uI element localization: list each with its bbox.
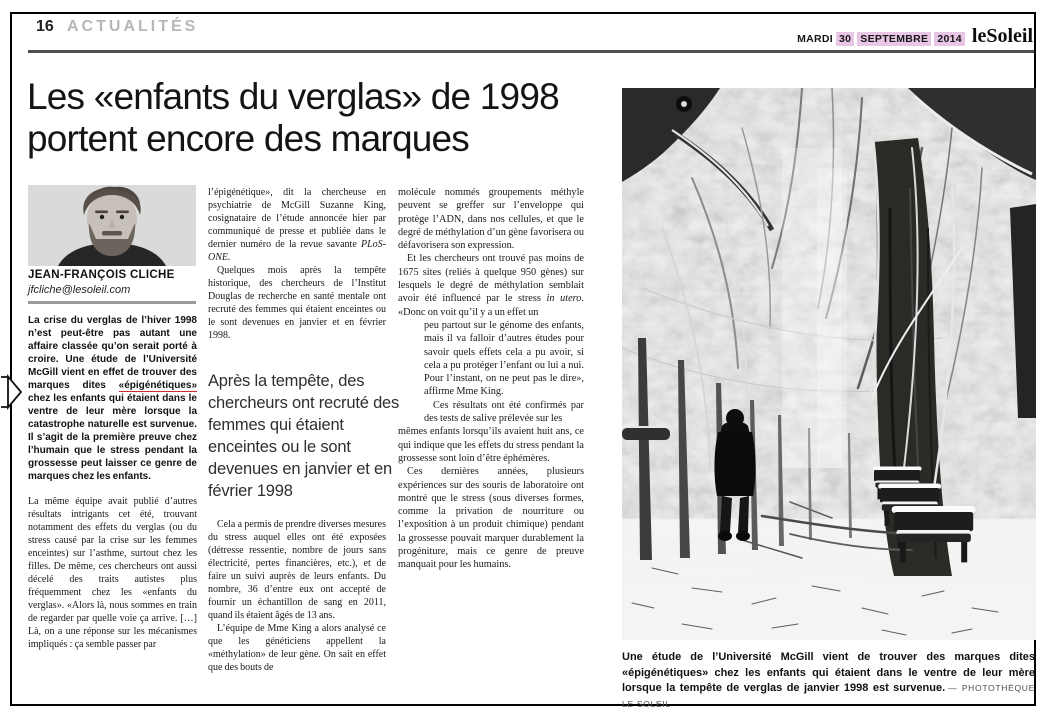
column-2 (208, 186, 400, 674)
page-number: 16 (36, 18, 54, 35)
body-paragraph: Ces résultats ont été confirmés par des tests de salive prélevée sur les (424, 399, 584, 425)
body-paragraph: mêmes enfants lorsqu’ils avaient huit ans, ce qui indique que les effets du stress pendant la grossesse sont loin d’être éphémères. (398, 426, 584, 464)
body-paragraph (398, 252, 584, 318)
journal-name-italic: PLoS-ONE. (208, 239, 386, 263)
margin-arrow-cursor[interactable] (0, 374, 24, 410)
body-paragraph: La même équipe avait publié d’autres résultats intrigants cet été, trouvant notamment des effets du verglas (ou du stress causé par la crise sur les femmes enceintes) sur l’asthme, surtout chez les filles. De même, ces chercheurs ont aussi décelé des traits autistes plus fréquemment chez les «enfants du verglas». «Alors là, nous sommes en train de regarder par quelle voie ça arrive. […] Là, on a une réponse sur les mécanismes impliqués : ça semble passer par (28, 496, 197, 650)
wrapped-text-block (424, 319, 584, 425)
byline-email[interactable]: jfcliche@lesoleil.com (28, 284, 131, 296)
body-paragraph (208, 186, 386, 264)
dateline-month-highlight: SEPTEMBRE (857, 32, 931, 46)
dateline (797, 25, 1033, 48)
lead-paragraph (28, 314, 197, 483)
paragraph-text: . «Donc on voit qu’il y a un effet un (398, 293, 584, 318)
dateline-day-highlight: 30 (836, 32, 854, 46)
fallen-log (622, 428, 670, 440)
paragraph-text: l’épigénétique», dit la chercheuse en psychiatrie de McGill Suzanne King, cosignataire de l’étude annoncée hier par communiqué de presse et publiée dans le dernier numéro de la revue savante (208, 187, 386, 250)
byline-name: JEAN-FRANÇOIS CLICHE (28, 269, 175, 281)
dateline-year-highlight: 2014 (934, 32, 965, 46)
masthead-logo: leSoleil (971, 25, 1033, 47)
news-photo-winter-scene (622, 88, 1036, 640)
lead-text-before: La crise du verglas de l’hiver 1998 n’est peut-être pas autant une affaire classée qu’on serait porté à croire. Une étude de l’Université McGill vient en effet de trouver des marques dites (28, 315, 197, 391)
photo-credit: — PHOTOTHÈQUE LE SOLEIL (622, 683, 1036, 709)
section-label: ACTUALITÉS (67, 18, 199, 35)
body-paragraph: Cela a permis de prendre diverses mesures du stress auquel elles ont été exposées (détresse ressentie, nombre de jours sans électricité, pertes financières, etc.), et de faire un suivi auprès de leurs enfants. Du nombre, 36 d’entre eux ont accepté de fournir un échantillon de sang en 2011, quand ils étaient âgés de 13 ans. (208, 519, 386, 621)
article-headline: Les «enfants du verglas» de 1998 portent encore des marques (27, 76, 559, 159)
body-paragraph: Quelques mois après la tempête historique, des chercheurs de l’Institut Douglas de recherche en santé mentale ont recruté des femmes qui étaient enceintes ou le sont devenues en janvier et en février 1998. (208, 265, 386, 341)
lead-text-after: chez les enfants qui étaient dans le ventre de leur mère lorsque la catastrophe naturelle est survenue. Il s’agit de la première preuve chez l’humain que le stress pendant la grossesse peut laisser ce genre de marques chez les enfants. (28, 393, 197, 482)
header-rule (28, 50, 1034, 53)
epigenetiques-term-link[interactable]: «épigénétiques» (118, 380, 197, 391)
dateline-weekday: MARDI (797, 33, 833, 45)
body-paragraph: molécule nommés groupements méthyle peuvent se greffer sur l’enveloppe qui protège l’ADN, dans nos cellules, et que le degré de méthylation d’un gène favorisera ou défavorisera son expression. (398, 187, 584, 252)
body-paragraph: peu partout sur le génome des enfants, mais il va falloir d’autres études pour savoir quels effets cela a pu avoir, si cela a pu protéger l’enfant ou lui a nui. Pour l’instant, on ne peut pas le dire», affirme Mme King. (424, 319, 584, 398)
byline-rule (28, 301, 196, 304)
body-paragraph: L’équipe de Mme King a alors analysé ce que les généticiens appellent la «méthylation» de leur gène. On sait en effet que des bouts de (208, 623, 386, 673)
column-3 (398, 186, 584, 572)
in-utero-italic: in utero (546, 293, 582, 305)
pull-quote: Après la tempête, des chercheurs ont recruté des femmes qui étaient enceintes ou le sont devenues en janvier et en février 1998 (208, 372, 400, 500)
column-1 (28, 314, 197, 651)
photo-caption (622, 650, 1035, 712)
body-paragraph: Ces dernières années, plusieurs expériences sur des souris de laboratoire ont montré que le stress (sous diverses formes, comme la privation de nourriture ou l’exposition à un produit chimique) pendant la grossesse pouvait marquer durablement la progéniture, mais ce genre de preuve manquait pour les humains. (398, 466, 584, 571)
paragraph-text: Et les chercheurs ont trouvé pas moins de 1675 sites (reliés à quelque 950 gènes) sur lesquels le degré de méthylation semblait avoir été influencé par le stress (398, 253, 584, 305)
author-photo (28, 185, 196, 266)
photo-caption-text: Une étude de l’Université McGill vient de trouver des marques dites «épigénétiques» chez les enfants qui étaient dans le ventre de leur mère lorsque la tempête de verglas de janvier 1998 est survenue. (622, 651, 1035, 694)
